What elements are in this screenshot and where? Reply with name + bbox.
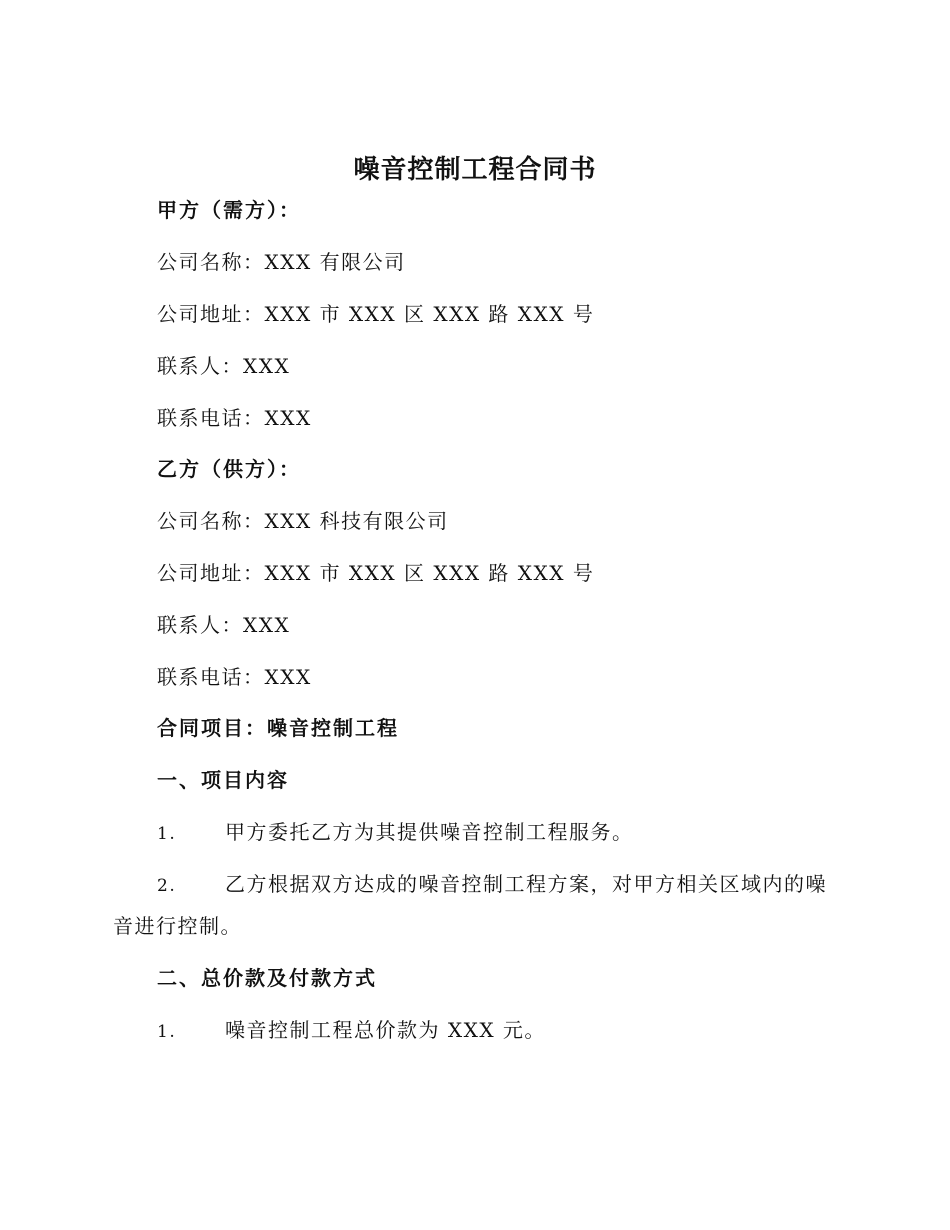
item-text: 乙方根据双方达成的噪音控制工程方案，对甲方相关区域内的噪 xyxy=(225,872,827,896)
contract-project: 合同项目：噪音控制工程 xyxy=(157,716,399,740)
party-a-contact-person: 联系人：XXX xyxy=(157,354,291,378)
party-a-heading: 甲方（需方）： xyxy=(157,198,301,222)
party-a-company-address: 公司地址：XXX 市 XXX 区 XXX 路 XXX 号 xyxy=(157,302,595,326)
party-b-company-address: 公司地址：XXX 市 XXX 区 XXX 路 XXX 号 xyxy=(157,561,595,585)
item-text: 噪音控制工程总价款为 XXX 元。 xyxy=(225,1018,546,1042)
party-a-contact-phone: 联系电话：XXX xyxy=(157,406,312,430)
item-number: 2. xyxy=(157,876,177,896)
section-2-heading: 二、总价款及付款方式 xyxy=(157,966,377,990)
section-1-item-2 xyxy=(157,870,837,900)
item-number: 1. xyxy=(157,824,177,844)
party-b-contact-phone: 联系电话：XXX xyxy=(157,665,312,689)
party-b-company-name: 公司名称：XXX 科技有限公司 xyxy=(157,509,449,533)
party-a-company-name: 公司名称：XXX 有限公司 xyxy=(157,250,406,274)
section-2-item-1 xyxy=(157,1016,837,1046)
document-title: 噪音控制工程合同书 xyxy=(353,155,597,185)
party-b-heading: 乙方（供方）： xyxy=(157,457,301,481)
section-1-heading: 一、项目内容 xyxy=(157,768,289,792)
section-1-item-1 xyxy=(157,818,837,848)
section-1-item-2-continuation: 音进行控制。 xyxy=(113,914,242,938)
item-text: 甲方委托乙方为其提供噪音控制工程服务。 xyxy=(225,820,634,844)
party-b-contact-person: 联系人：XXX xyxy=(157,613,291,637)
item-number: 1. xyxy=(157,1022,177,1042)
